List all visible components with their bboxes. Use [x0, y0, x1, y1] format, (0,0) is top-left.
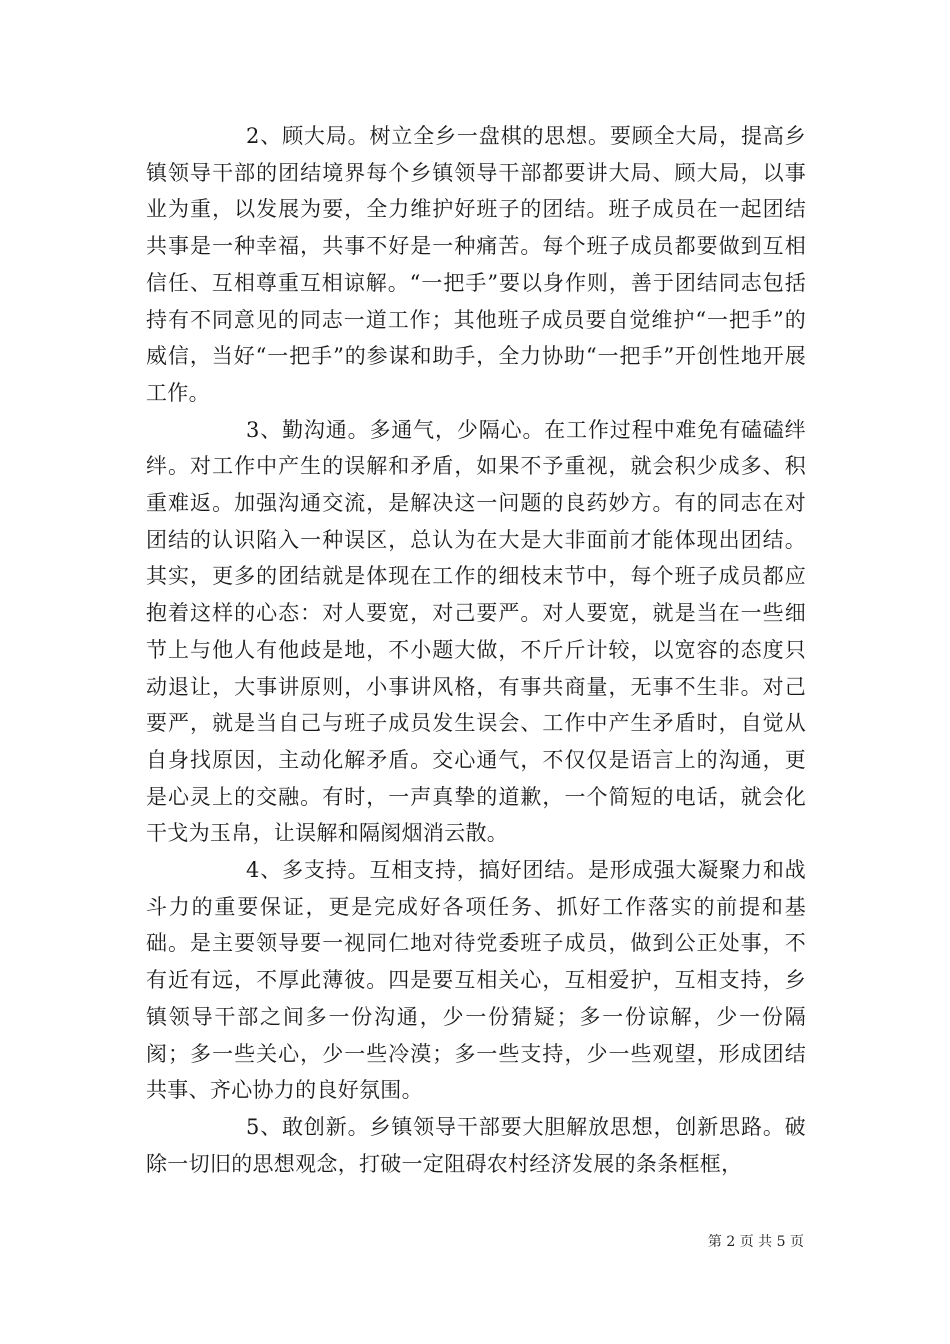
paragraph-qin-gou-tong: 3、勤沟通。多通气，少隔心。在工作过程中难免有磕磕绊绊。对工作中产生的误解和矛盾，如果不予重视，就会积少成多、积重难返。加强沟通交流，是解决这一问题的良药妙方。有的同志在对团结的认识陷入一种误区，总认为在大是大非面前才能体现出团结。其实，更多的团结就是体现在工作的细枝末节中，每个班子成员都应抱着这样的心态：对人要宽，对己要严。对人要宽，就是当在一些细节上与他人有他歧是地，不小题大做，不斤斤计较，以宽容的态度只动退让，大事讲原则，小事讲风格，有事共商量，无事不生非。对己要严，就是当自己与班子成员发生误会、工作中产生矛盾时，自觉从自身找原因，主动化解矛盾。交心通气，不仅仅是语言上的沟通，更是心灵上的交融。有时，一声真挚的道歉，一个简短的电话，就会化干戈为玉帛，让误解和隔阂烟消云散。 — [146, 417, 806, 846]
paragraph-duo-zhi-chi: 4、多支持。互相支持，搞好团结。是形成强大凝聚力和战斗力的重要保证，更是完成好各项任务、抓好工作落实的前提和基础。是主要领导要一视同仁地对待党委班子成员，做到公正处事，不有近有远，不厚此薄彼。四是要互相关心，互相爱护，互相支持，乡镇领导干部之间多一份沟通，少一份猜疑；多一份谅解，少一份隔阂；多一些关心，少一些冷漠；多一些支持，少一些观望，形成团结共事、齐心协力的良好氛围。 — [146, 858, 806, 1103]
paragraph-gu-da-ju: 2、顾大局。树立全乡一盘棋的思想。要顾全大局，提高乡镇领导干部的团结境界每个乡镇领导干部都要讲大局、顾大局，以事业为重，以发展为要，全力维护好班子的团结。班子成员在一起团结共事是一种幸福，共事不好是一种痛苦。每个班子成员都要做到互相信任、互相尊重互相谅解。“一把手”要以身作则，善于团结同志包括持有不同意见的同志一道工作；其他班子成员要自觉维护“一把手”的威信，当好“一把手”的参谋和助手，全力协助“一把手”开创性地开展工作。 — [146, 124, 806, 405]
document-body — [146, 118, 806, 1182]
paragraph-gan-chuang-xin: 5、敢创新。乡镇领导干部要大胆解放思想，创新思路。破除一切旧的思想观念，打破一定阻碍农村经济发展的条条框框， — [146, 1114, 806, 1176]
page-number-footer: 第 2 页 共 5 页 — [707, 1234, 804, 1250]
